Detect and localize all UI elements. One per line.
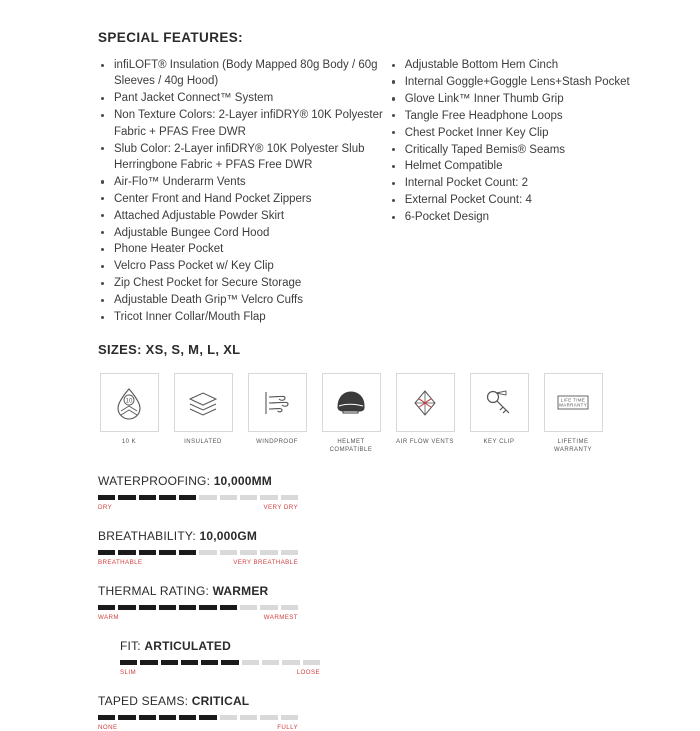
- bar-segment: [159, 550, 176, 555]
- meter-thermal-rating: [98, 584, 660, 621]
- bar-segment: [139, 550, 156, 555]
- meter-range-labels: [98, 559, 298, 566]
- meter-max-label: VERY BREATHABLE: [233, 559, 298, 566]
- lifetime-warranty-icon: [544, 373, 603, 432]
- bar-segment: [181, 660, 198, 665]
- bar-segment: [179, 495, 196, 500]
- meter-range-labels: [98, 614, 298, 621]
- meter-value: ARTICULATED: [144, 639, 231, 653]
- bar-segment: [260, 550, 277, 555]
- meter-value: 10,000GM: [199, 529, 258, 543]
- meter-max-label: FULLY: [277, 724, 298, 731]
- bar-segment: [221, 660, 238, 665]
- meter-title: [98, 474, 660, 488]
- sizes-values: XS, S, M, L, XL: [145, 342, 241, 357]
- meter-range-labels: [98, 724, 298, 731]
- meter-min-label: NONE: [98, 724, 118, 731]
- air-flow-vents-icon: [396, 373, 455, 432]
- list-item: Slub Color: 2-Layer infiDRY® 10K Polyester Slub Herringbone Fabric + PFAS Free DWR: [98, 141, 389, 174]
- bar-segment: [159, 605, 176, 610]
- meter-bar: [98, 715, 298, 720]
- list-item: Zip Chest Pocket for Secure Storage: [98, 275, 389, 291]
- bar-segment: [98, 495, 115, 500]
- bar-segment: [118, 550, 135, 555]
- meter-value: 10,000MM: [213, 474, 272, 488]
- bar-segment: [139, 715, 156, 720]
- meter-max-label: VERY DRY: [263, 504, 298, 511]
- list-item: Chest Pocket Inner Key Clip: [389, 125, 660, 141]
- bar-segment: [242, 660, 259, 665]
- bar-segment: [240, 550, 257, 555]
- bar-segment: [159, 495, 176, 500]
- bar-segment: [98, 605, 115, 610]
- bar-segment: [98, 715, 115, 720]
- bar-segment: [260, 605, 277, 610]
- special-features-lists: [98, 57, 660, 326]
- list-item: Center Front and Hand Pocket Zippers: [98, 191, 389, 207]
- bar-segment: [260, 495, 277, 500]
- spec-meters: [98, 474, 660, 731]
- bar-segment: [281, 605, 298, 610]
- list-item: External Pocket Count: 4: [389, 192, 660, 208]
- icon-caption: INSULATED: [184, 439, 222, 445]
- meter-label: WATERPROOFING:: [98, 474, 211, 488]
- list-item: Tricot Inner Collar/Mouth Flap: [98, 309, 389, 325]
- meter-range-labels: [98, 504, 298, 511]
- meter-min-label: DRY: [98, 504, 113, 511]
- meter-breathability: [98, 529, 660, 566]
- icon-caption: LIFETIME WARRANTY: [553, 439, 593, 453]
- svg-text:WARRANTY: WARRANTY: [558, 402, 588, 407]
- sizes-label: SIZES:: [98, 342, 142, 357]
- bar-segment: [179, 550, 196, 555]
- meter-title: [98, 529, 660, 543]
- bar-segment: [281, 715, 298, 720]
- bar-segment: [139, 605, 156, 610]
- list-item: Adjustable Bottom Hem Cinch: [389, 57, 660, 73]
- meter-max-label: WARMEST: [263, 614, 298, 621]
- svg-text:10: 10: [125, 398, 133, 404]
- sizes-row: [98, 342, 660, 357]
- meter-bar: [120, 660, 320, 665]
- meter-min-label: BREATHABLE: [98, 559, 143, 566]
- bar-segment: [199, 715, 216, 720]
- bar-segment: [201, 660, 218, 665]
- list-item: Critically Taped Bemis® Seams: [389, 142, 660, 158]
- list-item: Tangle Free Headphone Loops: [389, 108, 660, 124]
- meter-label: BREATHABILITY:: [98, 529, 196, 543]
- icon-caption: 10 K: [121, 439, 137, 445]
- bar-segment: [120, 660, 137, 665]
- bar-segment: [140, 660, 157, 665]
- icon-cell-windproof: [246, 373, 308, 454]
- bar-segment: [220, 550, 237, 555]
- list-item: Non Texture Colors: 2-Layer infiDRY® 10K Polyester Fabric + PFAS Free DWR: [98, 107, 389, 140]
- bar-segment: [303, 660, 320, 665]
- waterproof-10k-icon: [100, 373, 159, 432]
- bar-segment: [98, 550, 115, 555]
- bar-segment: [161, 660, 178, 665]
- list-item: infiLOFT® Insulation (Body Mapped 80g Body / 60g Sleeves / 40g Hood): [98, 57, 389, 90]
- helmet-compatible-icon: [322, 373, 381, 432]
- meter-value: CRITICAL: [191, 694, 250, 708]
- list-item: Adjustable Bungee Cord Hood: [98, 225, 389, 241]
- icon-cell-helmet: [320, 373, 382, 454]
- list-item: Attached Adjustable Powder Skirt: [98, 208, 389, 224]
- bar-segment: [220, 605, 237, 610]
- meter-bar: [98, 495, 298, 500]
- bar-segment: [179, 605, 196, 610]
- bar-segment: [199, 605, 216, 610]
- list-item: Internal Pocket Count: 2: [389, 175, 660, 191]
- meter-fit: [98, 639, 660, 676]
- meter-title: [98, 694, 660, 708]
- bar-segment: [139, 495, 156, 500]
- list-item: Glove Link™ Inner Thumb Grip: [389, 91, 660, 107]
- features-list-left: [98, 57, 389, 326]
- bar-segment: [240, 715, 257, 720]
- meter-range-labels: [120, 669, 320, 676]
- list-item: Adjustable Death Grip™ Velcro Cuffs: [98, 292, 389, 308]
- bar-segment: [118, 495, 135, 500]
- bar-segment: [262, 660, 279, 665]
- meter-label: TAPED SEAMS:: [98, 694, 189, 708]
- meter-bar: [98, 605, 298, 610]
- bar-segment: [282, 660, 299, 665]
- list-item: Air-Flo™ Underarm Vents: [98, 174, 389, 190]
- icon-cell-warranty: [542, 373, 604, 454]
- icon-cell-keyclip: [468, 373, 530, 454]
- bar-segment: [118, 605, 135, 610]
- windproof-icon: [248, 373, 307, 432]
- features-column-left: [98, 57, 389, 326]
- meter-max-label: LOOSE: [296, 669, 320, 676]
- meter-waterproofing: [98, 474, 660, 511]
- bar-segment: [240, 495, 257, 500]
- insulated-icon: [174, 373, 233, 432]
- features-column-right: [389, 57, 660, 326]
- bar-segment: [118, 715, 135, 720]
- bar-segment: [199, 550, 216, 555]
- list-item: 6-Pocket Design: [389, 209, 660, 225]
- bar-segment: [240, 605, 257, 610]
- bar-segment: [179, 715, 196, 720]
- meter-label: FIT:: [120, 639, 141, 653]
- icon-cell-waterproof: [98, 373, 160, 454]
- list-item: Helmet Compatible: [389, 158, 660, 174]
- meter-min-label: WARM: [98, 614, 119, 621]
- icon-caption: AIR FLOW VENTS: [396, 439, 454, 445]
- bar-segment: [281, 495, 298, 500]
- features-list-right: [389, 57, 660, 226]
- icon-caption: HELMET COMPATIBLE: [329, 439, 373, 453]
- icon-cell-airflow: [394, 373, 456, 454]
- list-item: Velcro Pass Pocket w/ Key Clip: [98, 258, 389, 274]
- list-item: Phone Heater Pocket: [98, 241, 389, 257]
- bar-segment: [260, 715, 277, 720]
- svg-text:LIFE TIME: LIFE TIME: [560, 397, 586, 402]
- bar-segment: [159, 715, 176, 720]
- list-item: Internal Goggle+Goggle Lens+Stash Pocket: [389, 74, 660, 90]
- meter-bar: [98, 550, 298, 555]
- icon-caption: KEY CLIP: [483, 439, 515, 445]
- icon-cell-insulated: [172, 373, 234, 454]
- bar-segment: [199, 495, 216, 500]
- special-features-title: SPECIAL FEATURES:: [98, 30, 244, 45]
- meter-value: WARMER: [212, 584, 269, 598]
- feature-icon-row: [98, 373, 660, 454]
- meter-title: [120, 639, 660, 653]
- bar-segment: [220, 495, 237, 500]
- meter-label: THERMAL RATING:: [98, 584, 210, 598]
- bar-segment: [220, 715, 237, 720]
- bar-segment: [281, 550, 298, 555]
- meter-min-label: SLIM: [120, 669, 137, 676]
- key-clip-icon: [470, 373, 529, 432]
- meter-title: [98, 584, 660, 598]
- list-item: Pant Jacket Connect™ System: [98, 90, 389, 106]
- icon-caption: WINDPROOF: [256, 439, 298, 445]
